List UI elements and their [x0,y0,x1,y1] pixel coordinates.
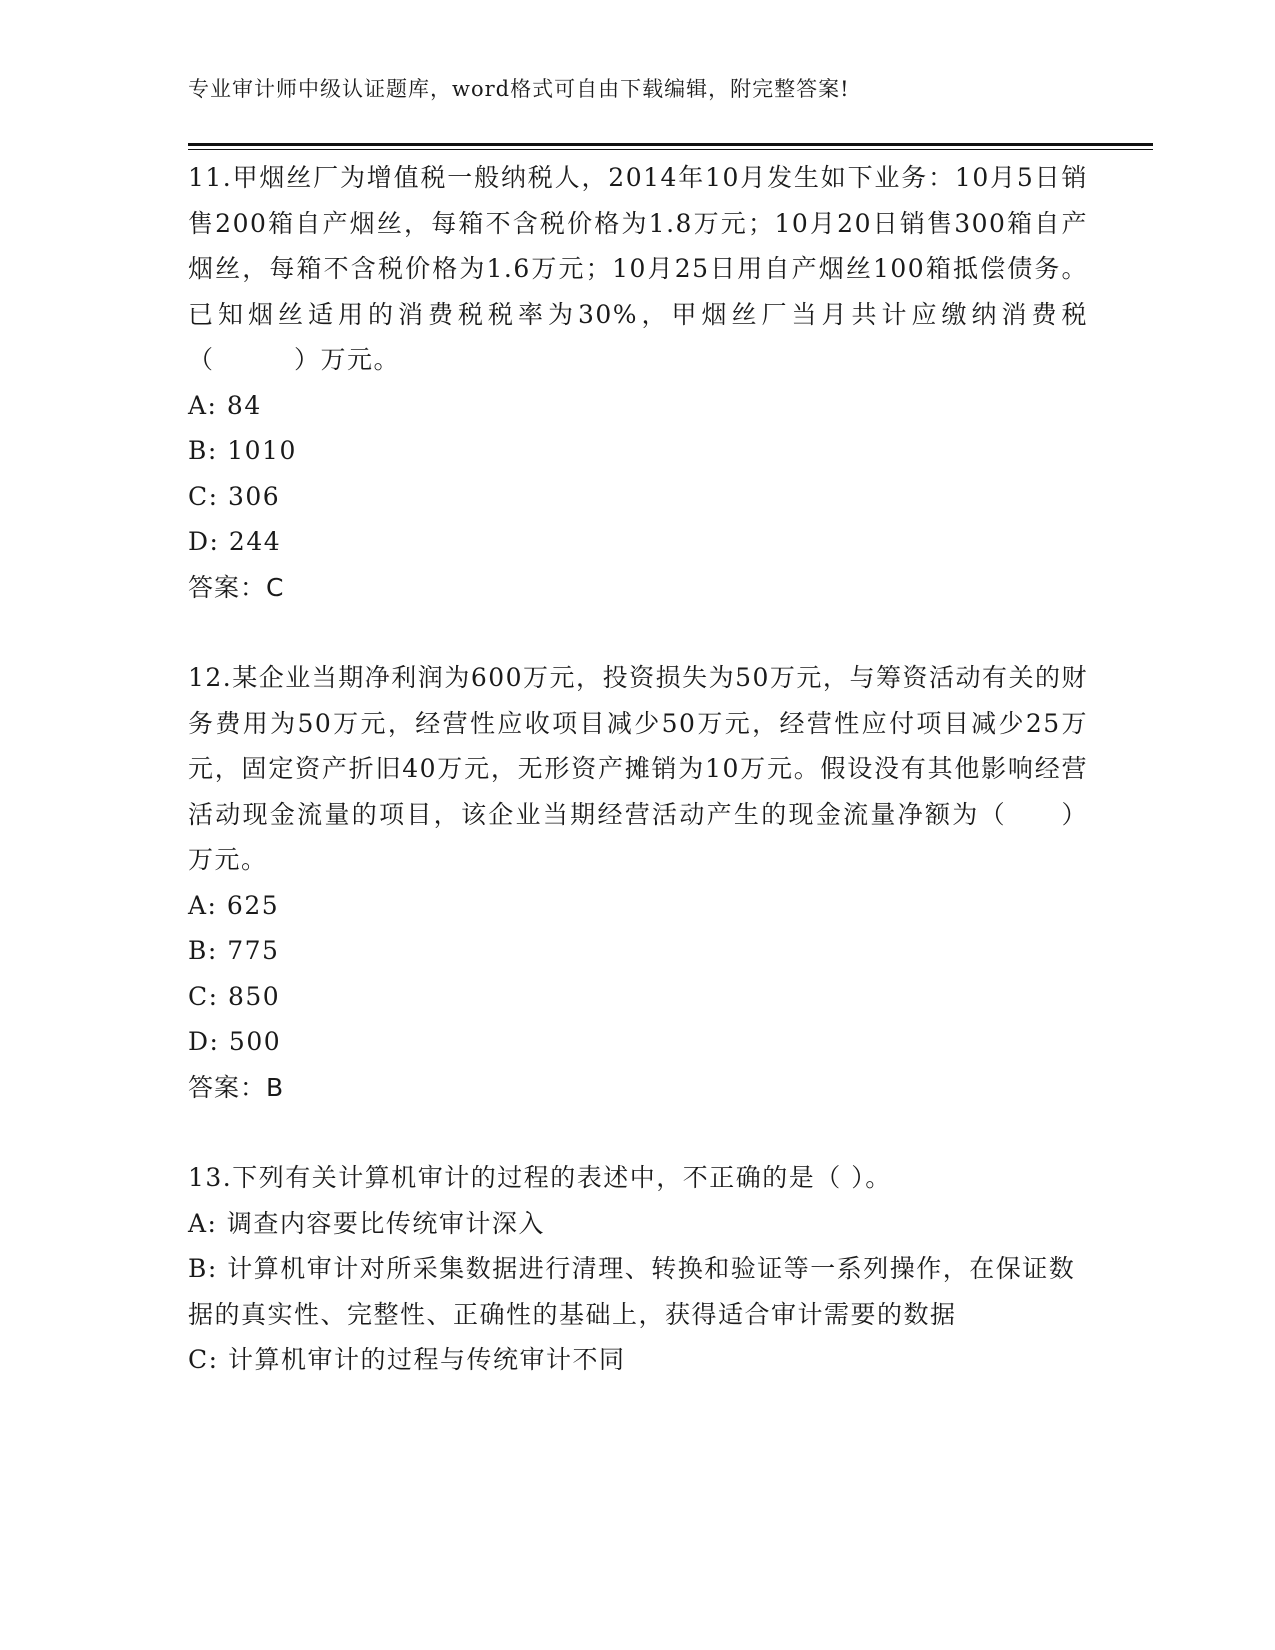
option-a: A: 625 [188,890,280,920]
option-a: A: 84 [188,390,262,420]
question-list [188,155,1088,1383]
option-d: D: 500 [188,1027,282,1056]
option-c: C: 850 [188,981,281,1011]
answer-line: 答案：C [188,572,285,602]
header-rule-thick [188,143,1153,146]
question-13 [188,1155,1088,1383]
question-spacer [188,1110,1088,1155]
option-d: D: 244 [188,527,282,556]
question-stem: 12.某企业当期净利润为600万元，投资损失为50万元，与筹资活动有关的财务费用为50万元，经营性应收项目减少50万元，经营性应付项目减少25万元，固定资产折旧40万元，无形资产摊销为10万元。假设没有其他影响经营活动现金流量的项目，该企业当期经营活动产生的现金流量净额为（ ）万元。 [188,663,1088,874]
option-c: C: 计算机审计的过程与传统审计不同 [188,1345,626,1374]
question-stem: 13.下列有关计算机审计的过程的表述中，不正确的是（ ）。 [188,1163,892,1192]
option-b: B: 1010 [188,436,297,465]
question-11 [188,155,1088,610]
option-c: C: 306 [188,481,281,511]
header-rule-thin [188,149,1153,150]
answer-line: 答案：B [188,1072,285,1102]
question-12 [188,655,1088,1110]
option-b: B: 计算机审计对所采集数据进行清理、转换和验证等一系列操作，在保证数据的真实性、完整性、正确性的基础上，获得适合审计需要的数据 [188,1254,1076,1329]
option-a: A: 调查内容要比传统审计深入 [188,1208,545,1238]
question-stem: 11.甲烟丝厂为增值税一般纳税人，2014年10月发生如下业务：10月5日销售200箱自产烟丝，每箱不含税价格为1.8万元；10月20日销售300箱自产烟丝，每箱不含税价格为1.6万元；10月25日用自产烟丝100箱抵偿债务。已知烟丝适用的消费税税率为30%，甲烟丝厂当月共计应缴纳消费税（ ）万元。 [188,163,1088,374]
option-b: B: 775 [188,936,280,965]
page-header: 专业审计师中级认证题库，word格式可自由下载编辑，附完整答案! [188,77,850,101]
question-spacer [188,610,1088,655]
